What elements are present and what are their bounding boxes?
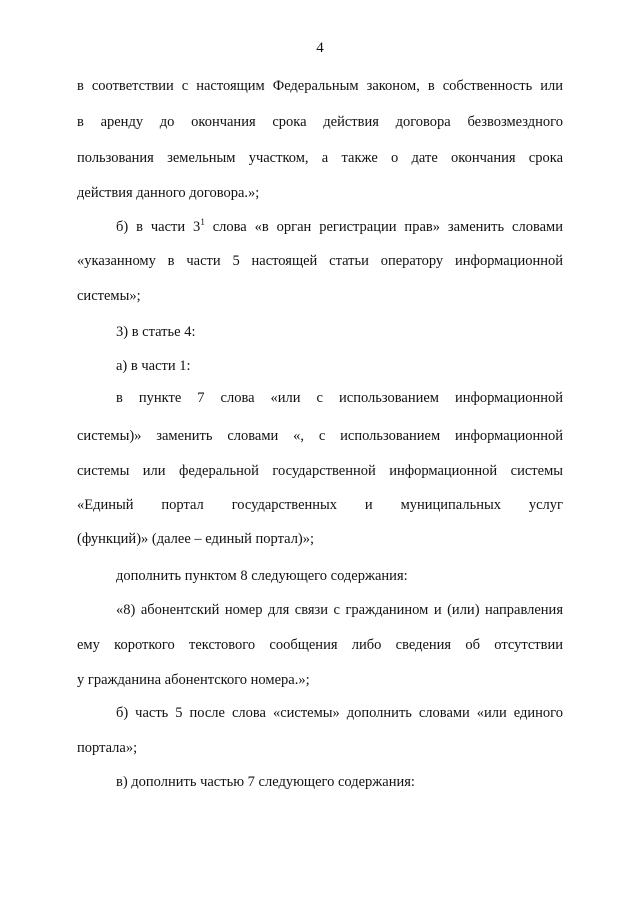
text-line: системы)» заменить словами «, с использованием информационной [77,428,563,444]
text-line: «указанному в части 5 настоящей статьи оператору информационной [77,253,563,269]
superscript: 1 [200,217,205,228]
line-text-before: б) в части 3 [116,219,201,235]
page-number: 4 [316,40,324,56]
text-line: системы»; [77,288,141,304]
text-line-with-superscript [116,217,563,237]
text-line: портала»; [77,740,138,756]
text-line: «Единый портал государственных и муниципальных услуг [77,497,563,513]
text-line: системы или федеральной государственной информационной системы [77,463,563,479]
text-line: (функций)» (далее – единый портал)»; [77,531,315,547]
text-line: «8) абонентский номер для связи с гражданином и (или) направления [116,602,563,618]
text-line: ему короткого текстового сообщения либо сведения об отсутствии [77,637,563,653]
text-line: дополнить пунктом 8 следующего содержания: [116,568,408,584]
line-text-after: слова «в орган регистрации прав» заменить словами [204,219,563,235]
text-line: 3) в статье 4: [116,324,196,340]
text-line: пользования земельным участком, а также о дате окончания срока [77,150,563,166]
text-line: действия данного договора.»; [77,185,260,201]
text-line: у гражданина абонентского номера.»; [77,672,310,688]
text-line: в пункте 7 слова «или с использованием информационной [116,390,563,406]
text-line: в аренду до окончания срока действия договора безвозмездного [77,114,563,130]
text-line: в) дополнить частью 7 следующего содержания: [116,774,415,790]
text-line: а) в части 1: [116,358,191,374]
text-line: в соответствии с настоящим Федеральным законом, в собственность или [77,78,563,94]
text-line: б) часть 5 после слова «системы» дополнить словами «или единого [116,705,563,721]
